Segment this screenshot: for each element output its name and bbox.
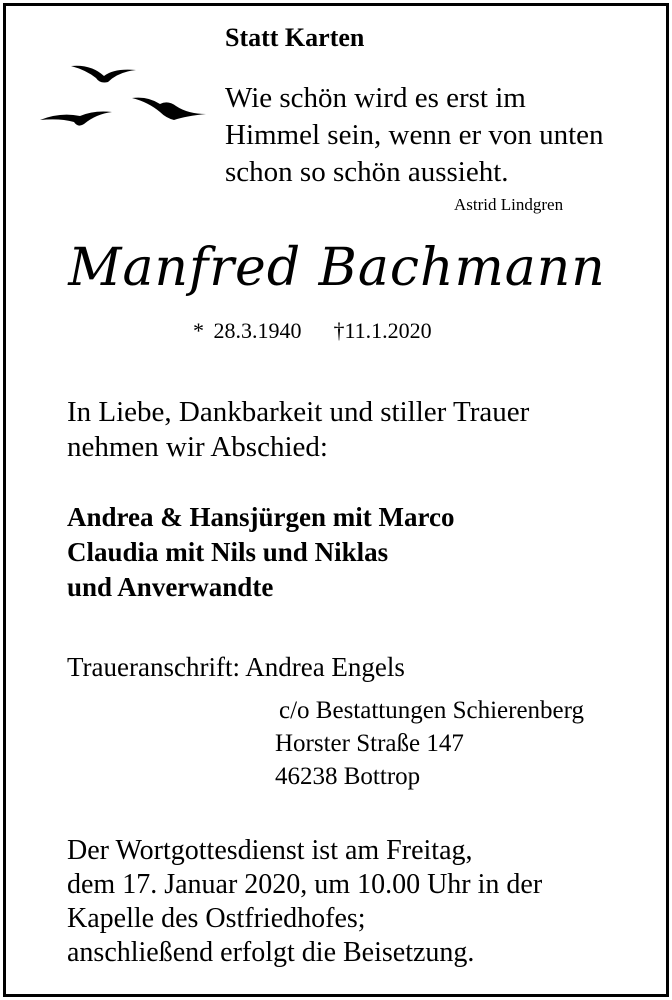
intro-line: nehmen wir Abschied: [67, 431, 328, 463]
service-line: anschließend erfolgt die Beisetzung. [67, 937, 475, 968]
service-line: Kapelle des Ostfriedhofes; [67, 903, 366, 934]
death-date: 11.1.2020 [344, 318, 432, 343]
address-line: c/o Bestattungen Schierenberg [279, 697, 585, 724]
mourner-line: und Anverwandte [67, 572, 274, 602]
quote-line: schon so schön aussieht. [225, 156, 509, 188]
intro-line: In Liebe, Dankbarkeit und stiller Trauer [67, 396, 530, 428]
mourner-line: Claudia mit Nils und Niklas [67, 537, 389, 567]
address-line: Horster Straße 147 [275, 730, 464, 757]
obituary-notice [3, 3, 669, 997]
birth-symbol: * [193, 318, 204, 343]
life-dates [193, 318, 432, 344]
mourners-list [67, 500, 454, 605]
header-title: Statt Karten [225, 23, 365, 52]
quote [225, 80, 604, 191]
mourning-address-label: Traueranschrift: Andrea Engels [67, 652, 405, 682]
deceased-name: Manfred Bachmann [68, 238, 606, 298]
mourner-line: Andrea & Hansjürgen mit Marco [67, 502, 455, 532]
service-line: Der Wortgottesdienst ist am Freitag, [67, 835, 473, 866]
flying-birds-icon [36, 58, 216, 138]
address-line: 46238 Bottrop [275, 763, 421, 790]
service-line: dem 17. Januar 2020, um 10.00 Uhr in der [67, 869, 543, 900]
quote-line: Wie schön wird es erst im [225, 82, 526, 114]
farewell-intro [67, 395, 529, 465]
service-info [67, 834, 542, 970]
birth-date: 28.3.1940 [213, 318, 302, 343]
quote-line: Himmel sein, wenn er von unten [225, 119, 604, 151]
quote-author: Astrid Lindgren [454, 195, 564, 214]
death-symbol: † [333, 318, 345, 343]
mourning-address [275, 694, 584, 793]
